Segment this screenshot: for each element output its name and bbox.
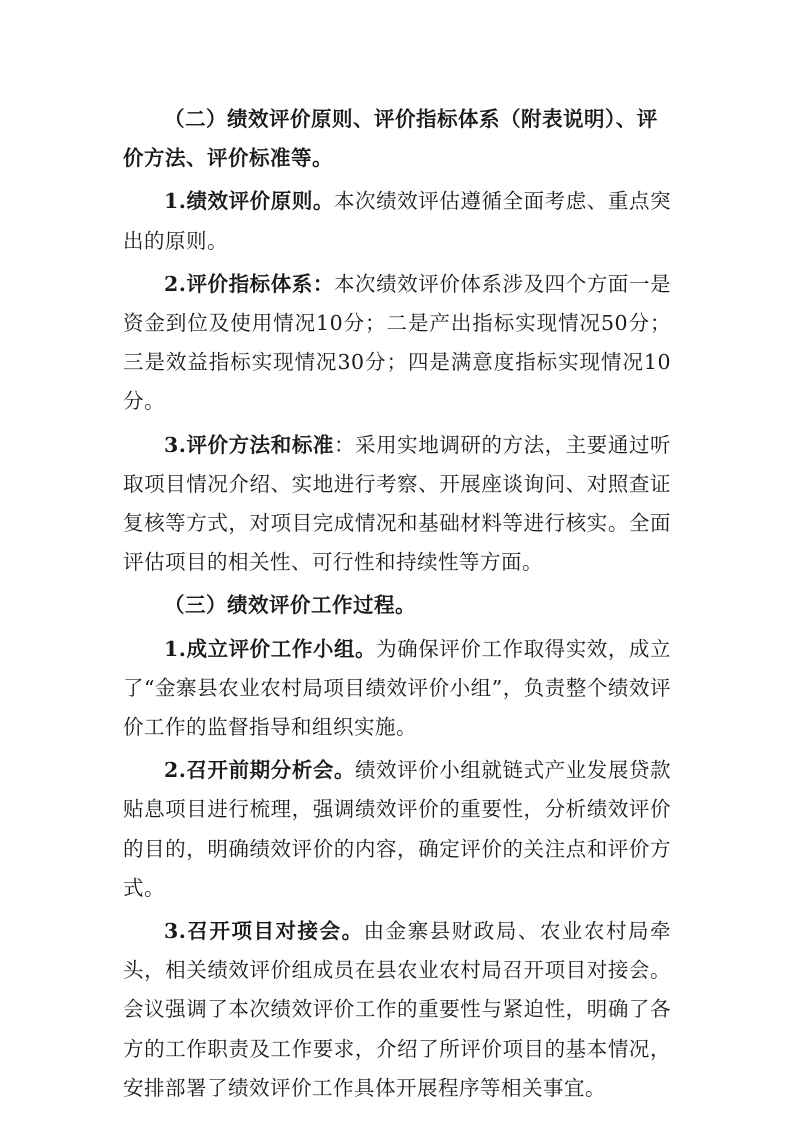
document-page xyxy=(123,100,671,1112)
paragraph-analysis-meeting xyxy=(123,751,671,908)
paragraph-body: 为确保评价工作取得实效，成立了“金寨县农业农村局项目绩效评价小组”，负责整个绩效评价工作的监督指导和组织实施。 xyxy=(123,636,671,740)
paragraph-lead: 2.评价指标体系： xyxy=(164,271,334,296)
paragraph-body: ：采用实地调研的方法，主要通过听取项目情况介绍、实地进行考察、开展座谈询问、对照查证复核等方式，对项目完成情况和基础材料等进行核实。全面评估项目的相关性、可行性和持续性等方面。 xyxy=(123,432,672,575)
paragraph-lead: 1.成立评价工作小组。 xyxy=(164,636,377,661)
section-heading-2: （二）绩效评价原则、评价指标体系（附表说明）、评价方法、评价标准等。 xyxy=(123,107,658,171)
paragraph-body: 由金寨县财政局、农业农村局牵头，相关绩效评价组成员在县农业农村局召开项目对接会。会议强调了本次绩效评价工作的重要性与紧迫性，明确了各方的工作职责及工作要求，介绍了所评价项目的基本情况，安排部署了绩效评价工作具体开展程序等相关事宜。 xyxy=(123,919,672,1100)
paragraph-lead: 3.评价方法和标准 xyxy=(164,432,334,457)
paragraph-body: 绩效评价小组就链式产业发展贷款贴息项目进行梳理，强调绩效评价的重要性，分析绩效评价的目的，明确绩效评价的内容，确定评价的关注点和评价方式。 xyxy=(123,758,672,900)
paragraph-body: 本次绩效评价体系涉及四个方面一是资金到位及使用情况10分；二是产出指标实现情况50分；三是效益指标实现情况30分；四是满意度指标实现情况10分。 xyxy=(123,271,672,414)
paragraph-form-team xyxy=(123,630,671,748)
paragraph-body: 本次绩效评估遵循全面考虑、重点突出的原则。 xyxy=(123,189,672,253)
section-heading-3: （三）绩效评价工作过程。 xyxy=(164,593,416,618)
paragraph-indicator-system xyxy=(123,265,671,422)
paragraph-lead: 3.召开项目对接会。 xyxy=(164,919,364,944)
paragraph-lead: 2.召开前期分析会。 xyxy=(164,758,356,783)
paragraph-evaluation-principle xyxy=(123,182,671,260)
paragraph-lead: 1.绩效评价原则。 xyxy=(164,189,334,214)
paragraph-docking-meeting xyxy=(123,912,671,1108)
paragraph-method-standard xyxy=(123,426,671,583)
